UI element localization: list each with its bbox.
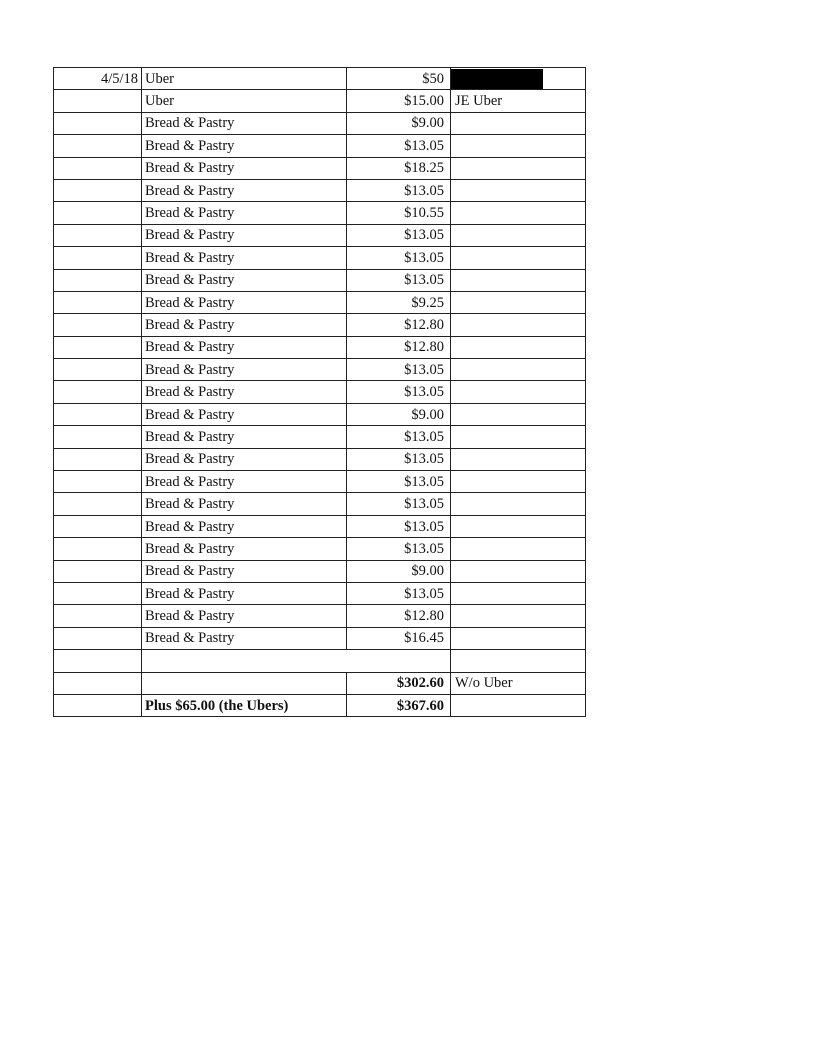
row-description: Bread & Pastry [142, 247, 347, 269]
table-row [54, 426, 586, 448]
table-row [54, 538, 586, 560]
row-date [54, 359, 142, 381]
row-description: Bread & Pastry [142, 582, 347, 604]
row-note [451, 135, 586, 157]
row-date [54, 179, 142, 201]
row-date [54, 403, 142, 425]
row-description: Bread & Pastry [142, 269, 347, 291]
table-row [54, 493, 586, 515]
row-date [54, 247, 142, 269]
row-description: Bread & Pastry [142, 493, 347, 515]
row-amount: $13.05 [347, 247, 451, 269]
row-date [54, 448, 142, 470]
row-note [451, 403, 586, 425]
row-note [451, 359, 586, 381]
row-description: Bread & Pastry [142, 202, 347, 224]
row-description: Bread & Pastry [142, 314, 347, 336]
table-row [54, 403, 586, 425]
row-amount: $13.05 [347, 359, 451, 381]
row-amount: $10.55 [347, 202, 451, 224]
row-date [54, 90, 142, 112]
row-note [451, 202, 586, 224]
row-description: Bread & Pastry [142, 403, 347, 425]
row-note [451, 538, 586, 560]
row-date [54, 224, 142, 246]
row-amount: $13.05 [347, 582, 451, 604]
row-note [451, 68, 586, 90]
row-amount: $12.80 [347, 605, 451, 627]
row-description: Uber [142, 90, 347, 112]
row-date [54, 314, 142, 336]
total-date-cell [54, 694, 142, 716]
blank-row [54, 650, 586, 672]
row-note [451, 179, 586, 201]
row-note [451, 448, 586, 470]
row-note [451, 291, 586, 313]
row-amount: $9.25 [347, 291, 451, 313]
row-amount: $9.00 [347, 403, 451, 425]
row-amount: $13.05 [347, 538, 451, 560]
row-note [451, 471, 586, 493]
total-row [54, 694, 586, 716]
row-note [451, 314, 586, 336]
table-row [54, 90, 586, 112]
row-amount: $13.05 [347, 269, 451, 291]
row-amount: $18.25 [347, 157, 451, 179]
row-description: Bread & Pastry [142, 471, 347, 493]
row-date [54, 426, 142, 448]
row-amount: $13.05 [347, 471, 451, 493]
table-row [54, 179, 586, 201]
row-amount: $13.05 [347, 135, 451, 157]
row-description: Bread & Pastry [142, 381, 347, 403]
expense-table-body [54, 68, 586, 650]
table-row [54, 202, 586, 224]
row-description: Bread & Pastry [142, 560, 347, 582]
row-amount: $50 [347, 68, 451, 90]
row-date [54, 269, 142, 291]
row-date [54, 538, 142, 560]
row-note [451, 426, 586, 448]
row-description: Bread & Pastry [142, 538, 347, 560]
row-amount: $9.00 [347, 112, 451, 134]
row-note [451, 515, 586, 537]
subtotal-date-cell [54, 672, 142, 694]
row-description: Bread & Pastry [142, 179, 347, 201]
row-date [54, 471, 142, 493]
table-row [54, 135, 586, 157]
row-amount: $13.05 [347, 179, 451, 201]
row-note [451, 627, 586, 649]
subtotal-note: W/o Uber [451, 672, 586, 694]
row-description: Bread & Pastry [142, 359, 347, 381]
row-date [54, 336, 142, 358]
row-amount: $13.05 [347, 448, 451, 470]
row-note [451, 493, 586, 515]
table-row [54, 314, 586, 336]
row-date [54, 627, 142, 649]
row-note: JE Uber [451, 90, 586, 112]
row-date [54, 202, 142, 224]
row-note [451, 582, 586, 604]
row-description: Bread & Pastry [142, 224, 347, 246]
row-note [451, 560, 586, 582]
total-amount: $367.60 [347, 694, 451, 716]
row-note [451, 247, 586, 269]
row-amount: $15.00 [347, 90, 451, 112]
row-description: Bread & Pastry [142, 605, 347, 627]
table-row [54, 582, 586, 604]
row-description: Bread & Pastry [142, 426, 347, 448]
row-amount: $13.05 [347, 224, 451, 246]
row-description: Bread & Pastry [142, 336, 347, 358]
table-row [54, 605, 586, 627]
table-row [54, 560, 586, 582]
subtotal-amount: $302.60 [347, 672, 451, 694]
table-row [54, 448, 586, 470]
row-description: Bread & Pastry [142, 515, 347, 537]
table-row [54, 291, 586, 313]
table-row [54, 269, 586, 291]
row-description: Bread & Pastry [142, 112, 347, 134]
row-note [451, 269, 586, 291]
subtotal-desc-cell [142, 672, 347, 694]
table-row [54, 359, 586, 381]
table-row [54, 381, 586, 403]
row-description: Bread & Pastry [142, 157, 347, 179]
table-row [54, 112, 586, 134]
row-description: Bread & Pastry [142, 135, 347, 157]
row-date [54, 381, 142, 403]
table-row [54, 224, 586, 246]
row-date [54, 112, 142, 134]
row-note [451, 112, 586, 134]
row-date [54, 560, 142, 582]
blank-merged-cell [142, 650, 451, 672]
row-amount: $12.80 [347, 336, 451, 358]
table-row [54, 336, 586, 358]
subtotal-row [54, 672, 586, 694]
table-row [54, 515, 586, 537]
row-date [54, 135, 142, 157]
row-amount: $12.80 [347, 314, 451, 336]
row-date [54, 515, 142, 537]
table-row [54, 627, 586, 649]
row-note [451, 157, 586, 179]
row-date [54, 582, 142, 604]
row-note [451, 381, 586, 403]
total-note-cell [451, 694, 586, 716]
row-description: Bread & Pastry [142, 291, 347, 313]
row-amount: $9.00 [347, 560, 451, 582]
expense-table [53, 67, 586, 717]
row-amount: $13.05 [347, 381, 451, 403]
table-row [54, 471, 586, 493]
row-date [54, 605, 142, 627]
row-date [54, 493, 142, 515]
row-note [451, 224, 586, 246]
blank-note-cell [451, 650, 586, 672]
table-row [54, 68, 586, 90]
row-amount: $13.05 [347, 515, 451, 537]
row-note [451, 605, 586, 627]
row-description: Bread & Pastry [142, 448, 347, 470]
blank-date-cell [54, 650, 142, 672]
row-amount: $13.05 [347, 493, 451, 515]
row-note [451, 336, 586, 358]
total-label: Plus $65.00 (the Ubers) [142, 694, 347, 716]
table-row [54, 247, 586, 269]
table-row [54, 157, 586, 179]
redaction-box [451, 69, 543, 89]
expense-table-footer [54, 650, 586, 717]
row-description: Bread & Pastry [142, 627, 347, 649]
row-date: 4/5/18 [54, 68, 142, 90]
row-amount: $16.45 [347, 627, 451, 649]
row-date [54, 291, 142, 313]
row-date [54, 157, 142, 179]
row-description: Uber [142, 68, 347, 90]
row-amount: $13.05 [347, 426, 451, 448]
